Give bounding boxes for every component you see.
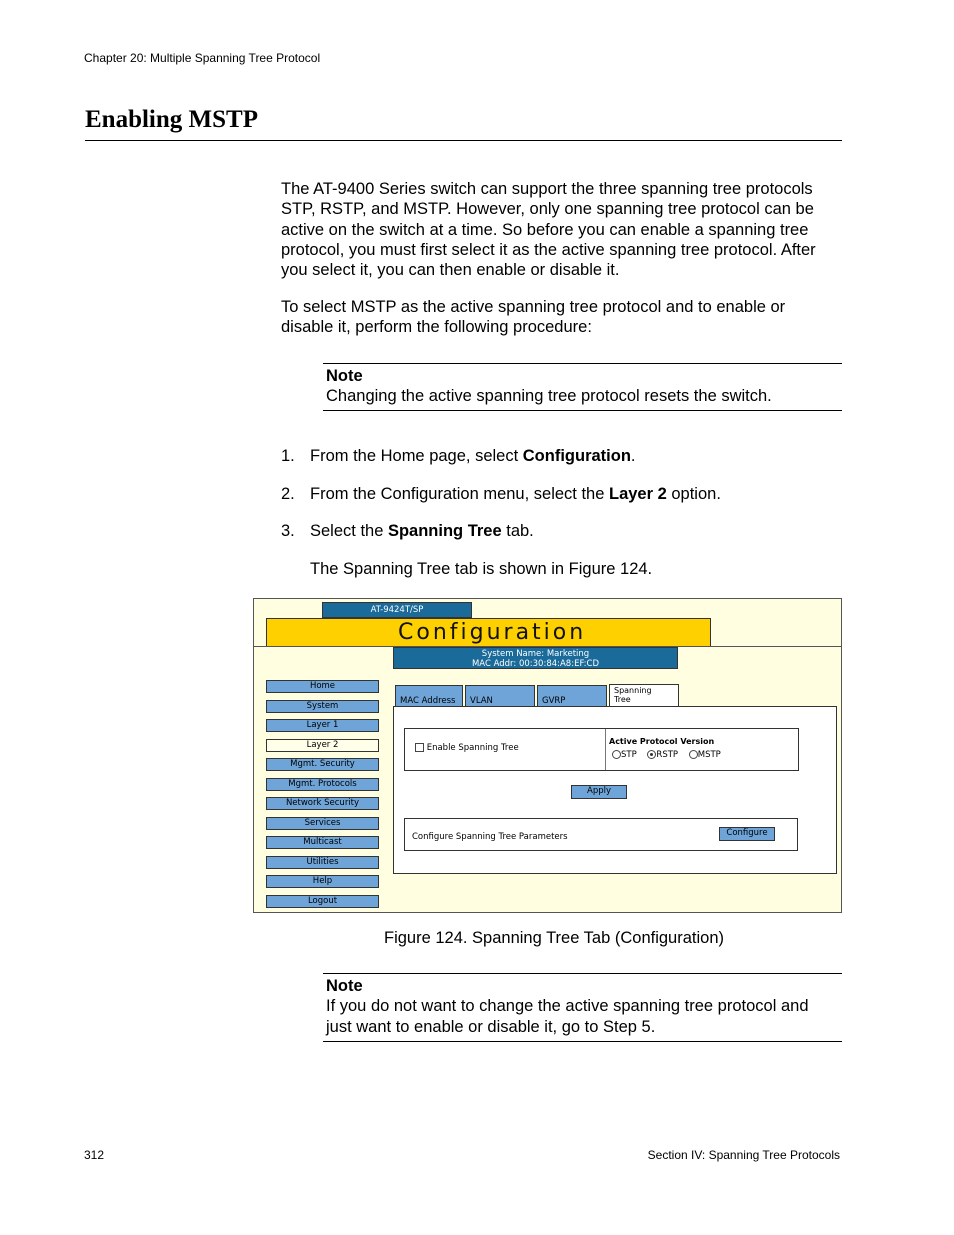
- tab-spanning-tree[interactable]: [609, 684, 679, 707]
- stp-radio[interactable]: [612, 750, 621, 759]
- chapter-header: Chapter 20: Multiple Spanning Tree Protocol: [84, 51, 321, 65]
- step-3: [281, 522, 534, 541]
- protocol-settings-box: [404, 728, 799, 771]
- step-number: 1.: [281, 447, 295, 465]
- note-line: just want to enable or disable it, go to Step 5.: [326, 1017, 656, 1036]
- step-text: Select the: [310, 522, 388, 540]
- section-title: Enabling MSTP: [85, 106, 258, 133]
- intro-line: The AT-9400 Series switch can support the three spanning tree protocols: [281, 180, 813, 198]
- step-bold: Spanning Tree: [387, 522, 502, 540]
- intro-paragraph: [281, 179, 843, 280]
- note-line: If you do not want to change the active spanning tree protocol and: [326, 997, 809, 1016]
- intro-line: protocol, you must first select it as the active spanning tree protocol. After: [281, 240, 816, 259]
- nav-help[interactable]: Help: [266, 875, 379, 888]
- step-followup: The Spanning Tree tab is shown in Figure 124.: [310, 560, 653, 578]
- configure-button[interactable]: Configure: [719, 827, 775, 841]
- nav-mgmt-security[interactable]: Mgmt. Security: [266, 758, 379, 771]
- spanning-tree-panel: [393, 706, 837, 874]
- step-text: From the Configuration menu, select the: [310, 485, 609, 503]
- step-bold: Configuration: [522, 447, 631, 465]
- note-box-1: [323, 363, 842, 411]
- protocol-radio-group: [612, 750, 721, 760]
- nav-multicast[interactable]: Multicast: [266, 836, 379, 849]
- nav-layer-1[interactable]: Layer 1: [266, 719, 379, 732]
- configure-parameters-box: [404, 818, 798, 851]
- note-box-2: [323, 973, 842, 1042]
- active-protocol-version-label: Active Protocol Version: [609, 737, 715, 746]
- nav-logout[interactable]: Logout: [266, 895, 379, 908]
- nav-system[interactable]: System: [266, 700, 379, 713]
- step-number: 2.: [281, 485, 295, 503]
- title-rule: [85, 140, 842, 141]
- procedure-line: To select MSTP as the active spanning tree protocol and to enable or: [281, 298, 786, 316]
- tab-vlan[interactable]: VLAN: [465, 685, 535, 706]
- intro-line: active on the switch at a time. So before you can enable a spanning tree: [281, 220, 809, 239]
- step-number: 3.: [281, 522, 295, 540]
- step-text: .: [630, 447, 636, 465]
- page-number: 312: [84, 1148, 105, 1162]
- mstp-radio[interactable]: [689, 750, 698, 759]
- rstp-label: RSTP: [656, 750, 679, 760]
- step-text: tab.: [501, 522, 534, 540]
- stp-label: STP: [621, 750, 637, 760]
- note-text: Changing the active spanning tree protocol resets the switch.: [326, 387, 772, 406]
- nav-mgmt-protocols[interactable]: Mgmt. Protocols: [266, 778, 379, 791]
- nav-services[interactable]: Services: [266, 817, 379, 830]
- system-name: System Name: Marketing: [481, 649, 590, 659]
- step-1: [281, 447, 636, 466]
- tab-label-line: Tree: [614, 695, 631, 704]
- tab-label-line: Spanning: [614, 686, 652, 695]
- nav-home[interactable]: Home: [266, 680, 379, 693]
- note-heading: Note: [326, 977, 363, 995]
- tab-gvrp[interactable]: GVRP: [537, 685, 607, 706]
- enable-spanning-tree-checkbox[interactable]: [415, 743, 424, 752]
- settings-divider: [605, 729, 606, 770]
- intro-line: STP, RSTP, and MSTP. However, only one spanning tree protocol can be: [281, 200, 814, 219]
- nav-utilities[interactable]: Utilities: [266, 856, 379, 869]
- mstp-label: MSTP: [697, 750, 721, 760]
- step-bold: Layer 2: [608, 485, 667, 503]
- figure-caption: Figure 124. Spanning Tree Tab (Configuration): [384, 929, 724, 947]
- nav-layer-2[interactable]: Layer 2: [266, 739, 379, 752]
- footer-section: Section IV: Spanning Tree Protocols: [647, 1148, 840, 1162]
- nav-network-security[interactable]: Network Security: [266, 797, 379, 810]
- intro-line: you select it, you can then enable or disable it.: [281, 261, 620, 280]
- device-model-tab: AT-9424T/SP: [322, 602, 472, 618]
- step-text: From the Home page, select: [310, 447, 523, 465]
- configure-parameters-label: Configure Spanning Tree Parameters: [412, 832, 568, 842]
- step-2: [281, 485, 721, 504]
- configuration-banner: Configuration: [266, 618, 711, 647]
- system-info-bar: [393, 647, 678, 669]
- enable-spanning-tree-label: Enable Spanning Tree: [426, 743, 519, 753]
- step-text: option.: [666, 485, 721, 503]
- note-heading: Note: [326, 367, 363, 385]
- procedure-paragraph: [281, 297, 843, 338]
- enable-spanning-tree-option[interactable]: [415, 743, 519, 753]
- figure-screenshot: [253, 598, 842, 913]
- procedure-line: disable it, perform the following procedure:: [281, 318, 592, 337]
- mac-address: MAC Addr: 00:30:84:A8:EF:CD: [471, 659, 600, 669]
- tab-mac-address[interactable]: MAC Address: [395, 685, 463, 706]
- apply-button[interactable]: Apply: [571, 785, 627, 799]
